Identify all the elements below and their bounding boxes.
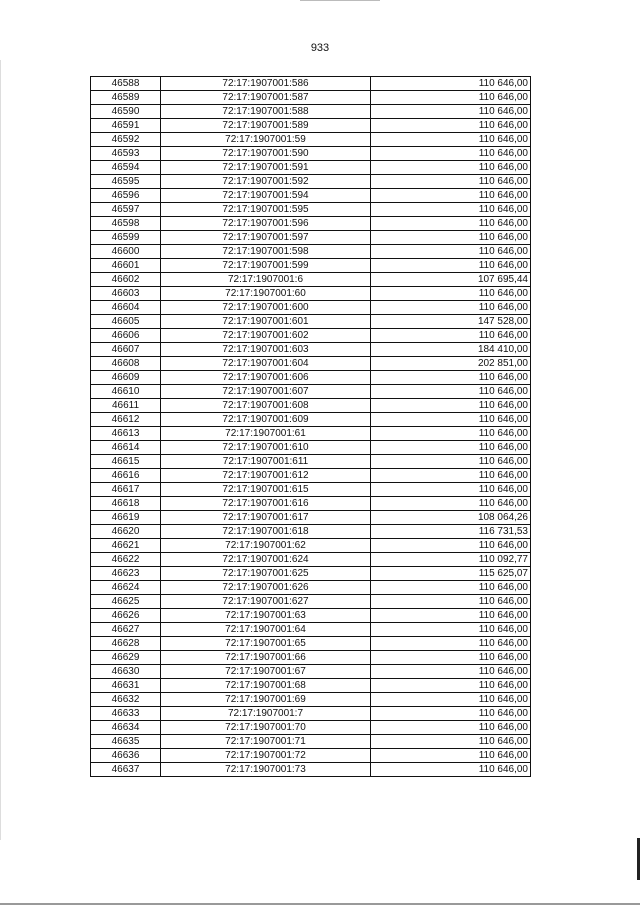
cadastral-value-cell: 110 646,00	[371, 287, 531, 301]
row-number-cell: 46603	[91, 287, 161, 301]
cadastral-number-cell: 72:17:1907001:587	[161, 91, 371, 105]
cadastral-value-cell: 108 064,26	[371, 511, 531, 525]
table-row	[91, 385, 531, 399]
cadastral-value-cell: 110 646,00	[371, 609, 531, 623]
row-number-cell: 46622	[91, 553, 161, 567]
row-number-cell: 46611	[91, 399, 161, 413]
table-row	[91, 147, 531, 161]
cadastral-value-cell: 110 646,00	[371, 427, 531, 441]
table-row	[91, 511, 531, 525]
cadastral-number-cell: 72:17:1907001:611	[161, 455, 371, 469]
row-number-cell: 46614	[91, 441, 161, 455]
table-row	[91, 721, 531, 735]
table-row	[91, 749, 531, 763]
table-row	[91, 315, 531, 329]
table-row	[91, 483, 531, 497]
cadastral-value-cell: 184 410,00	[371, 343, 531, 357]
row-number-cell: 46634	[91, 721, 161, 735]
cadastral-number-cell: 72:17:1907001:590	[161, 147, 371, 161]
cadastral-number-cell: 72:17:1907001:604	[161, 357, 371, 371]
cadastral-value-cell: 110 092,77	[371, 553, 531, 567]
row-number-cell: 46617	[91, 483, 161, 497]
row-number-cell: 46627	[91, 623, 161, 637]
cadastral-value-cell: 110 646,00	[371, 483, 531, 497]
cadastral-number-cell: 72:17:1907001:67	[161, 665, 371, 679]
table-row	[91, 119, 531, 133]
row-number-cell: 46613	[91, 427, 161, 441]
cadastral-value-cell: 110 646,00	[371, 217, 531, 231]
table-row	[91, 273, 531, 287]
cadastral-value-table	[90, 76, 531, 777]
cadastral-number-cell: 72:17:1907001:624	[161, 553, 371, 567]
row-number-cell: 46635	[91, 735, 161, 749]
cadastral-value-cell: 116 731,53	[371, 525, 531, 539]
row-number-cell: 46595	[91, 175, 161, 189]
cadastral-number-cell: 72:17:1907001:589	[161, 119, 371, 133]
cadastral-value-cell: 110 646,00	[371, 469, 531, 483]
cadastral-value-cell: 110 646,00	[371, 413, 531, 427]
cadastral-number-cell: 72:17:1907001:72	[161, 749, 371, 763]
cadastral-value-cell: 110 646,00	[371, 441, 531, 455]
cadastral-number-cell: 72:17:1907001:612	[161, 469, 371, 483]
cadastral-value-cell: 110 646,00	[371, 133, 531, 147]
table-body	[91, 77, 531, 777]
cadastral-number-cell: 72:17:1907001:6	[161, 273, 371, 287]
row-number-cell: 46621	[91, 539, 161, 553]
cadastral-number-cell: 72:17:1907001:607	[161, 385, 371, 399]
cadastral-value-cell: 110 646,00	[371, 91, 531, 105]
table-row	[91, 259, 531, 273]
cadastral-value-cell: 110 646,00	[371, 329, 531, 343]
cadastral-number-cell: 72:17:1907001:625	[161, 567, 371, 581]
cadastral-number-cell: 72:17:1907001:599	[161, 259, 371, 273]
cadastral-value-cell: 110 646,00	[371, 637, 531, 651]
row-number-cell: 46628	[91, 637, 161, 651]
cadastral-number-cell: 72:17:1907001:606	[161, 371, 371, 385]
table-row	[91, 707, 531, 721]
table-row	[91, 133, 531, 147]
cadastral-number-cell: 72:17:1907001:64	[161, 623, 371, 637]
table-row	[91, 245, 531, 259]
table-row	[91, 595, 531, 609]
table-row	[91, 217, 531, 231]
cadastral-value-cell: 110 646,00	[371, 693, 531, 707]
table-row	[91, 203, 531, 217]
table-row	[91, 469, 531, 483]
row-number-cell: 46598	[91, 217, 161, 231]
cadastral-number-cell: 72:17:1907001:609	[161, 413, 371, 427]
cadastral-number-cell: 72:17:1907001:603	[161, 343, 371, 357]
row-number-cell: 46604	[91, 301, 161, 315]
cadastral-value-cell: 110 646,00	[371, 245, 531, 259]
table-row	[91, 329, 531, 343]
cadastral-number-cell: 72:17:1907001:7	[161, 707, 371, 721]
cadastral-number-cell: 72:17:1907001:61	[161, 427, 371, 441]
row-number-cell: 46591	[91, 119, 161, 133]
cadastral-value-cell: 110 646,00	[371, 539, 531, 553]
row-number-cell: 46615	[91, 455, 161, 469]
row-number-cell: 46597	[91, 203, 161, 217]
row-number-cell: 46610	[91, 385, 161, 399]
cadastral-value-cell: 110 646,00	[371, 231, 531, 245]
cadastral-number-cell: 72:17:1907001:69	[161, 693, 371, 707]
table-row	[91, 693, 531, 707]
row-number-cell: 46633	[91, 707, 161, 721]
cadastral-number-cell: 72:17:1907001:63	[161, 609, 371, 623]
scan-artifact-top	[300, 0, 380, 1]
cadastral-value-cell: 147 528,00	[371, 315, 531, 329]
cadastral-value-cell: 110 646,00	[371, 399, 531, 413]
table-row	[91, 371, 531, 385]
cadastral-value-cell: 110 646,00	[371, 721, 531, 735]
cadastral-value-cell: 110 646,00	[371, 105, 531, 119]
cadastral-number-cell: 72:17:1907001:600	[161, 301, 371, 315]
row-number-cell: 46636	[91, 749, 161, 763]
cadastral-value-cell: 202 851,00	[371, 357, 531, 371]
row-number-cell: 46626	[91, 609, 161, 623]
cadastral-value-cell: 110 646,00	[371, 763, 531, 777]
cadastral-value-cell: 110 646,00	[371, 749, 531, 763]
cadastral-value-cell: 110 646,00	[371, 455, 531, 469]
cadastral-value-cell: 107 695,44	[371, 273, 531, 287]
table-row	[91, 455, 531, 469]
cadastral-number-cell: 72:17:1907001:68	[161, 679, 371, 693]
cadastral-number-cell: 72:17:1907001:627	[161, 595, 371, 609]
cadastral-number-cell: 72:17:1907001:591	[161, 161, 371, 175]
page-number: 933	[310, 42, 330, 54]
table-row	[91, 497, 531, 511]
row-number-cell: 46607	[91, 343, 161, 357]
cadastral-number-cell: 72:17:1907001:71	[161, 735, 371, 749]
cadastral-value-cell: 110 646,00	[371, 595, 531, 609]
cadastral-number-cell: 72:17:1907001:597	[161, 231, 371, 245]
cadastral-number-cell: 72:17:1907001:66	[161, 651, 371, 665]
cadastral-number-cell: 72:17:1907001:73	[161, 763, 371, 777]
cadastral-number-cell: 72:17:1907001:608	[161, 399, 371, 413]
table-row	[91, 553, 531, 567]
table-row	[91, 189, 531, 203]
cadastral-value-cell: 110 646,00	[371, 371, 531, 385]
row-number-cell: 46602	[91, 273, 161, 287]
cadastral-number-cell: 72:17:1907001:70	[161, 721, 371, 735]
row-number-cell: 46637	[91, 763, 161, 777]
cadastral-number-cell: 72:17:1907001:602	[161, 329, 371, 343]
cadastral-number-cell: 72:17:1907001:592	[161, 175, 371, 189]
row-number-cell: 46599	[91, 231, 161, 245]
cadastral-value-cell: 110 646,00	[371, 175, 531, 189]
row-number-cell: 46625	[91, 595, 161, 609]
cadastral-value-cell: 110 646,00	[371, 735, 531, 749]
cadastral-number-cell: 72:17:1907001:616	[161, 497, 371, 511]
table-row	[91, 175, 531, 189]
table-row	[91, 161, 531, 175]
cadastral-number-cell: 72:17:1907001:59	[161, 133, 371, 147]
cadastral-value-cell: 110 646,00	[371, 161, 531, 175]
row-number-cell: 46590	[91, 105, 161, 119]
table-row	[91, 357, 531, 371]
cadastral-value-cell: 110 646,00	[371, 301, 531, 315]
row-number-cell: 46605	[91, 315, 161, 329]
table-row	[91, 567, 531, 581]
row-number-cell: 46620	[91, 525, 161, 539]
row-number-cell: 46588	[91, 77, 161, 91]
row-number-cell: 46630	[91, 665, 161, 679]
cadastral-number-cell: 72:17:1907001:595	[161, 203, 371, 217]
row-number-cell: 46632	[91, 693, 161, 707]
row-number-cell: 46609	[91, 371, 161, 385]
row-number-cell: 46623	[91, 567, 161, 581]
cadastral-number-cell: 72:17:1907001:586	[161, 77, 371, 91]
table-row	[91, 637, 531, 651]
cadastral-number-cell: 72:17:1907001:617	[161, 511, 371, 525]
row-number-cell: 46616	[91, 469, 161, 483]
table-row	[91, 679, 531, 693]
table-row	[91, 105, 531, 119]
row-number-cell: 46593	[91, 147, 161, 161]
row-number-cell: 46601	[91, 259, 161, 273]
row-number-cell: 46589	[91, 91, 161, 105]
cadastral-value-cell: 110 646,00	[371, 623, 531, 637]
cadastral-number-cell: 72:17:1907001:610	[161, 441, 371, 455]
row-number-cell: 46608	[91, 357, 161, 371]
row-number-cell: 46624	[91, 581, 161, 595]
row-number-cell: 46606	[91, 329, 161, 343]
cadastral-value-cell: 115 625,07	[371, 567, 531, 581]
cadastral-value-cell: 110 646,00	[371, 119, 531, 133]
cadastral-value-cell: 110 646,00	[371, 147, 531, 161]
row-number-cell: 46592	[91, 133, 161, 147]
cadastral-number-cell: 72:17:1907001:596	[161, 217, 371, 231]
cadastral-value-cell: 110 646,00	[371, 203, 531, 217]
cadastral-value-cell: 110 646,00	[371, 259, 531, 273]
table-row	[91, 399, 531, 413]
table-row	[91, 77, 531, 91]
table-row	[91, 525, 531, 539]
row-number-cell: 46619	[91, 511, 161, 525]
table-row	[91, 287, 531, 301]
cadastral-number-cell: 72:17:1907001:598	[161, 245, 371, 259]
cadastral-number-cell: 72:17:1907001:601	[161, 315, 371, 329]
cadastral-number-cell: 72:17:1907001:62	[161, 539, 371, 553]
row-number-cell: 46600	[91, 245, 161, 259]
row-number-cell: 46631	[91, 679, 161, 693]
row-number-cell: 46594	[91, 161, 161, 175]
table-row	[91, 539, 531, 553]
table-row	[91, 413, 531, 427]
scan-artifact-left-edge	[0, 60, 1, 840]
table-row	[91, 735, 531, 749]
table-row	[91, 301, 531, 315]
cadastral-value-cell: 110 646,00	[371, 189, 531, 203]
table-row	[91, 343, 531, 357]
cadastral-value-cell: 110 646,00	[371, 679, 531, 693]
row-number-cell: 46612	[91, 413, 161, 427]
row-number-cell: 46618	[91, 497, 161, 511]
table-row	[91, 231, 531, 245]
table-row	[91, 651, 531, 665]
cadastral-number-cell: 72:17:1907001:60	[161, 287, 371, 301]
row-number-cell: 46596	[91, 189, 161, 203]
cadastral-number-cell: 72:17:1907001:626	[161, 581, 371, 595]
table-row	[91, 581, 531, 595]
cadastral-number-cell: 72:17:1907001:618	[161, 525, 371, 539]
cadastral-value-cell: 110 646,00	[371, 497, 531, 511]
table-row	[91, 441, 531, 455]
cadastral-value-cell: 110 646,00	[371, 665, 531, 679]
cadastral-value-cell: 110 646,00	[371, 707, 531, 721]
table-row	[91, 91, 531, 105]
table-row	[91, 609, 531, 623]
table-row	[91, 623, 531, 637]
cadastral-number-cell: 72:17:1907001:594	[161, 189, 371, 203]
cadastral-value-cell: 110 646,00	[371, 651, 531, 665]
cadastral-value-cell: 110 646,00	[371, 385, 531, 399]
cadastral-number-cell: 72:17:1907001:615	[161, 483, 371, 497]
cadastral-number-cell: 72:17:1907001:65	[161, 637, 371, 651]
cadastral-value-cell: 110 646,00	[371, 77, 531, 91]
table-row	[91, 665, 531, 679]
cadastral-value-cell: 110 646,00	[371, 581, 531, 595]
cadastral-number-cell: 72:17:1907001:588	[161, 105, 371, 119]
row-number-cell: 46629	[91, 651, 161, 665]
table-row	[91, 763, 531, 777]
table-row	[91, 427, 531, 441]
